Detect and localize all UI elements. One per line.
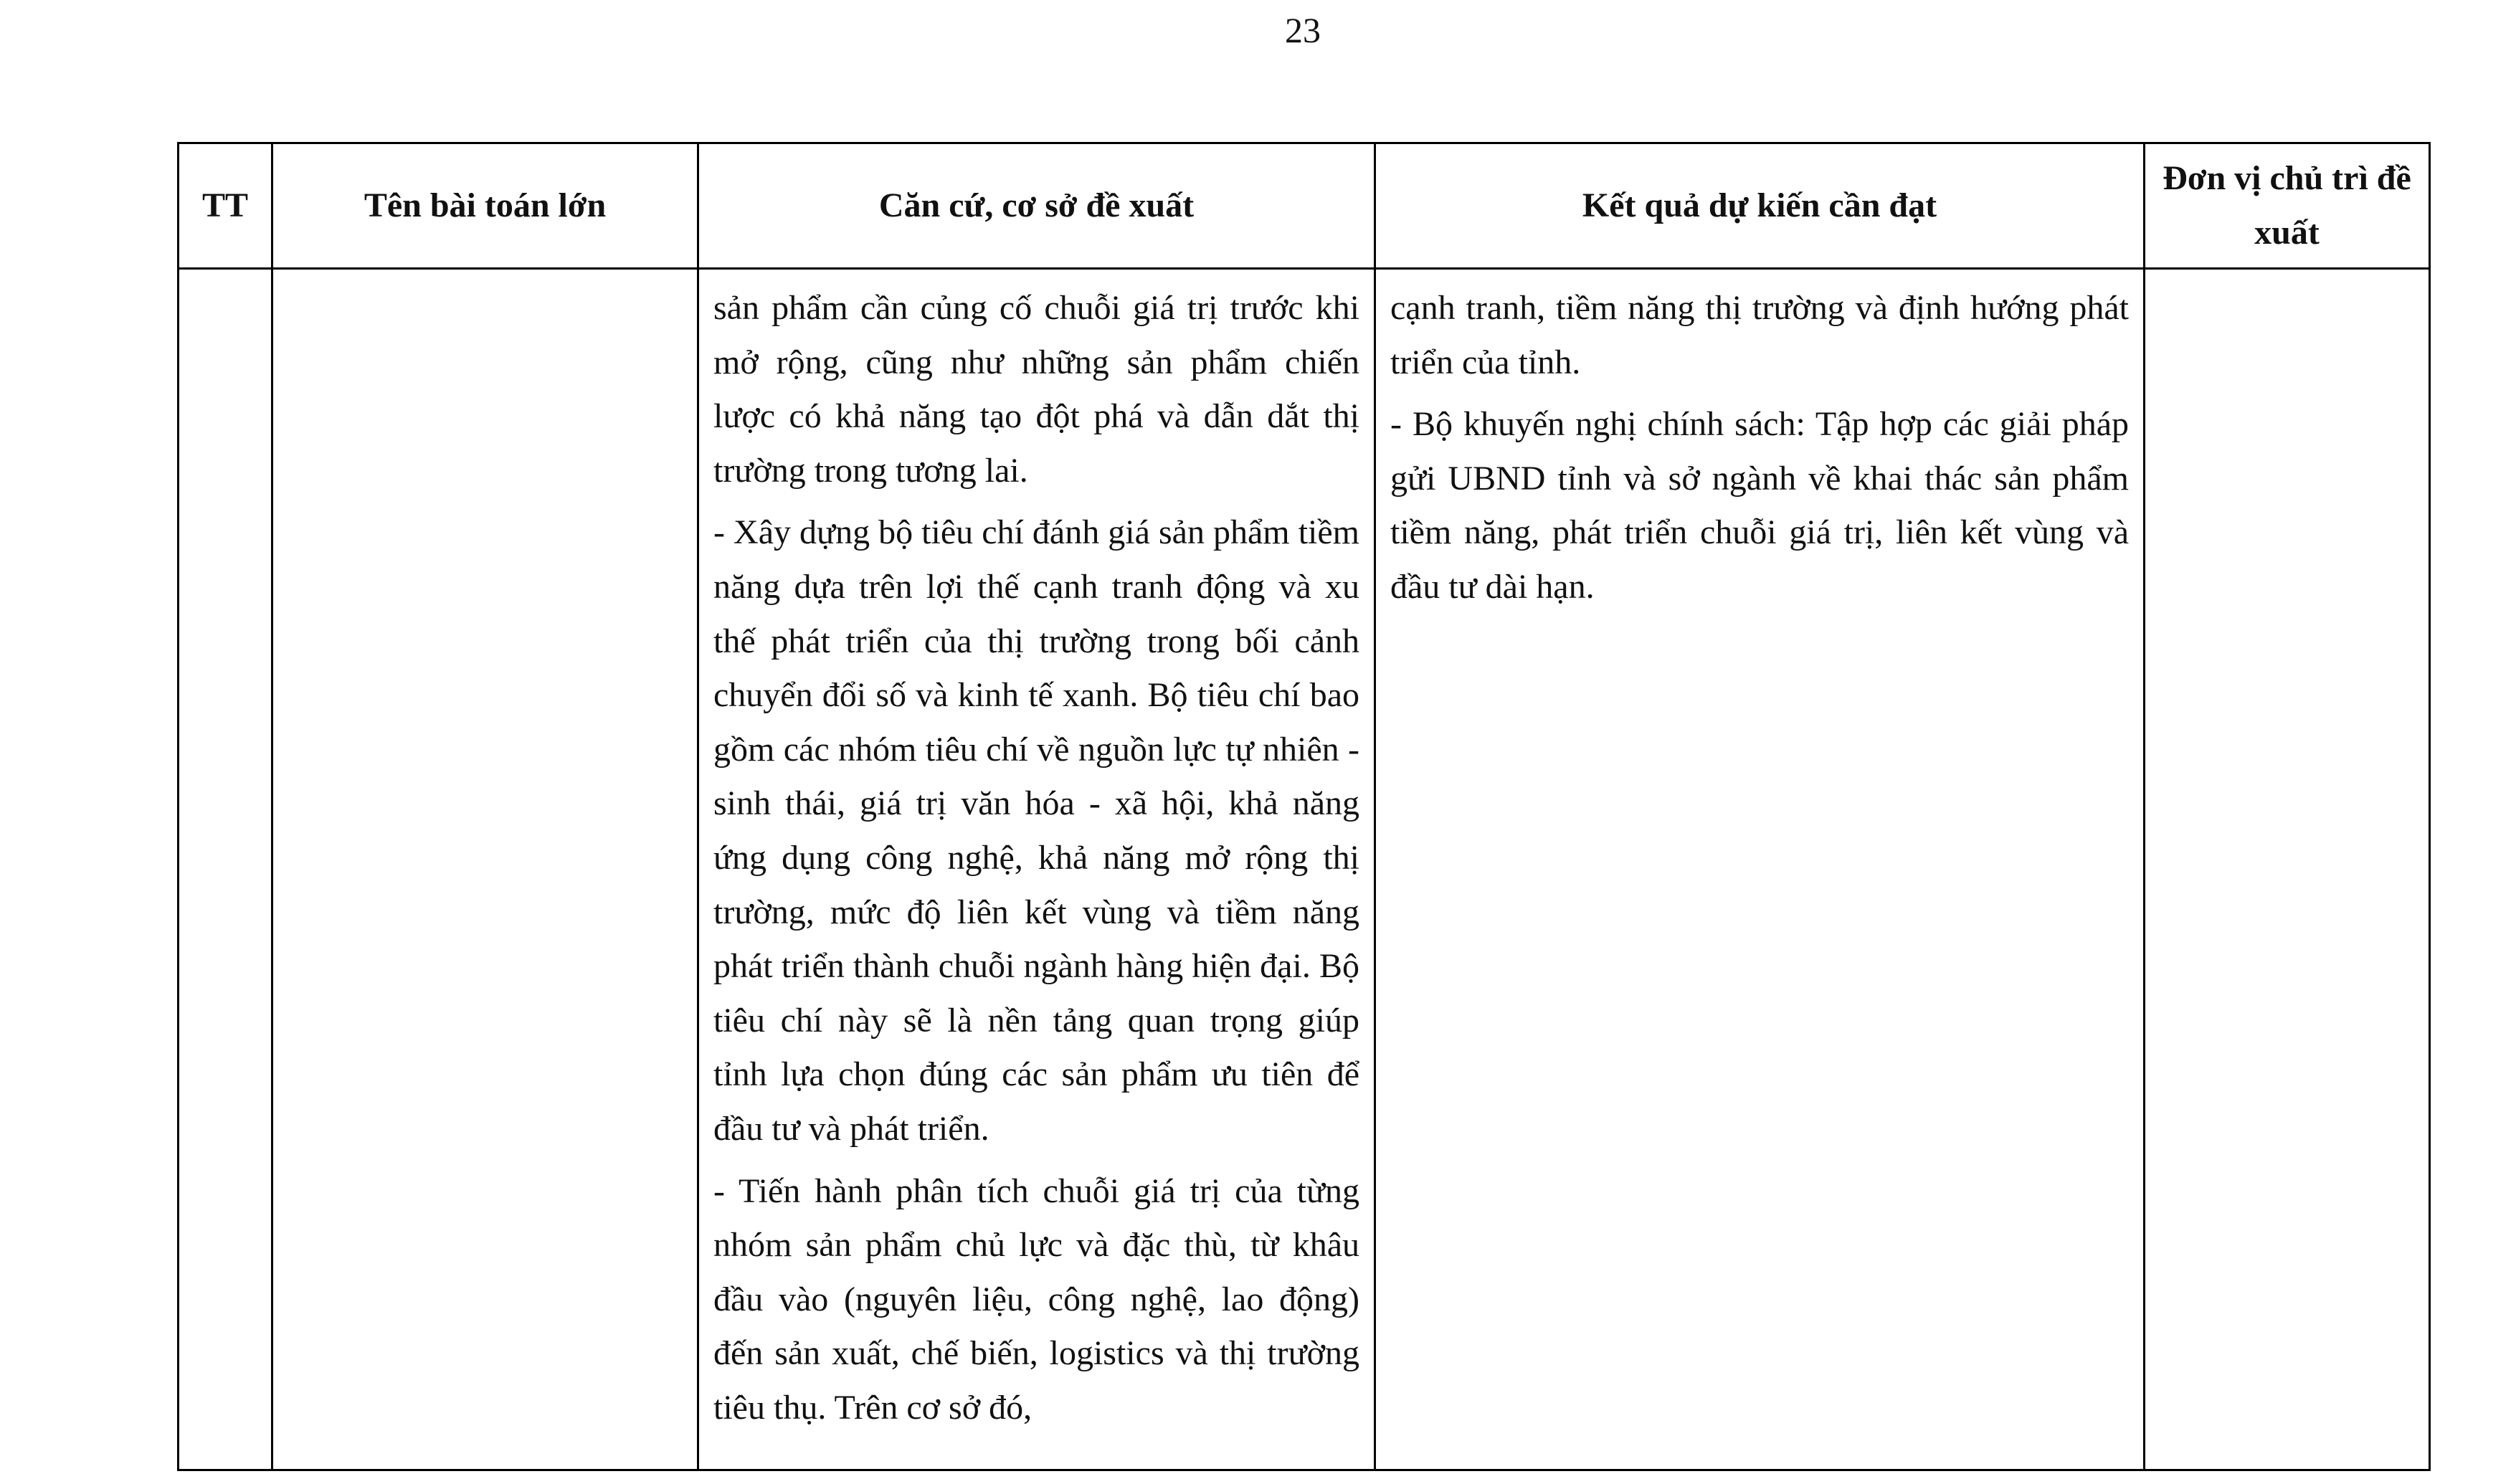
header-problem-name: Tên bài toán lớn xyxy=(272,143,698,269)
table-header-row xyxy=(179,143,2430,269)
cell-lead-unit xyxy=(2145,269,2430,1470)
header-tt: TT xyxy=(179,143,272,269)
basis-paragraph: sản phẩm cần củng cố chuỗi giá trị trước khi mở rộng, cũng như những sản phẩm chiến lược có khả năng tạo đột phá và dẫn dắt thị trường trong tương lai. xyxy=(713,289,1359,490)
table-row xyxy=(179,269,2430,1470)
basis-paragraph: - Tiến hành phân tích chuỗi giá trị của từng nhóm sản phẩm chủ lực và đặc thù, từ khâu đầu vào (nguyên liệu, công nghệ, lao động) đến sản xuất, chế biến, logistics và thị trường tiêu thụ. Trên cơ sở đó, xyxy=(713,1171,1359,1427)
result-paragraph: - Bộ khuyến nghị chính sách: Tập hợp các giải pháp gửi UBND tỉnh và sở ngành về khai thác sản phẩm tiềm năng, phát triển chuỗi giá trị, liên kết vùng và đầu tư dài hạn. xyxy=(1390,405,2129,606)
cell-problem-name xyxy=(272,269,698,1470)
result-paragraph: cạnh tranh, tiềm năng thị trường và định hướng phát triển của tỉnh. xyxy=(1390,289,2129,381)
cell-basis xyxy=(698,269,1375,1470)
page-number: 23 xyxy=(1285,10,1321,50)
proposal-table xyxy=(177,142,2431,1471)
cell-expected-result xyxy=(1375,269,2145,1470)
basis-paragraph: - Xây dựng bộ tiêu chí đánh giá sản phẩm tiềm năng dựa trên lợi thế cạnh tranh động và xu thế phát triển của thị trường trong bối cảnh chuyển đổi số và kinh tế xanh. Bộ tiêu chí bao gồm các nhóm tiêu chí về nguồn lực tự nhiên - sinh thái, giá trị văn hóa - xã hội, khả năng ứng dụng công nghệ, khả năng mở rộng thị trường, mức độ liên kết vùng và tiềm năng phát triển thành chuỗi ngành hàng hiện đại. Bộ tiêu chí này sẽ là nền tảng quan trọng giúp tỉnh lựa chọn đúng các sản phẩm ưu tiên để đầu tư và phát triển. xyxy=(713,513,1359,1148)
header-lead-unit: Đơn vị chủ trì đề xuất xyxy=(2145,143,2430,269)
cell-tt xyxy=(179,269,272,1470)
header-basis: Căn cứ, cơ sở đề xuất xyxy=(698,143,1375,269)
header-expected-result: Kết quả dự kiến cần đạt xyxy=(1375,143,2145,269)
